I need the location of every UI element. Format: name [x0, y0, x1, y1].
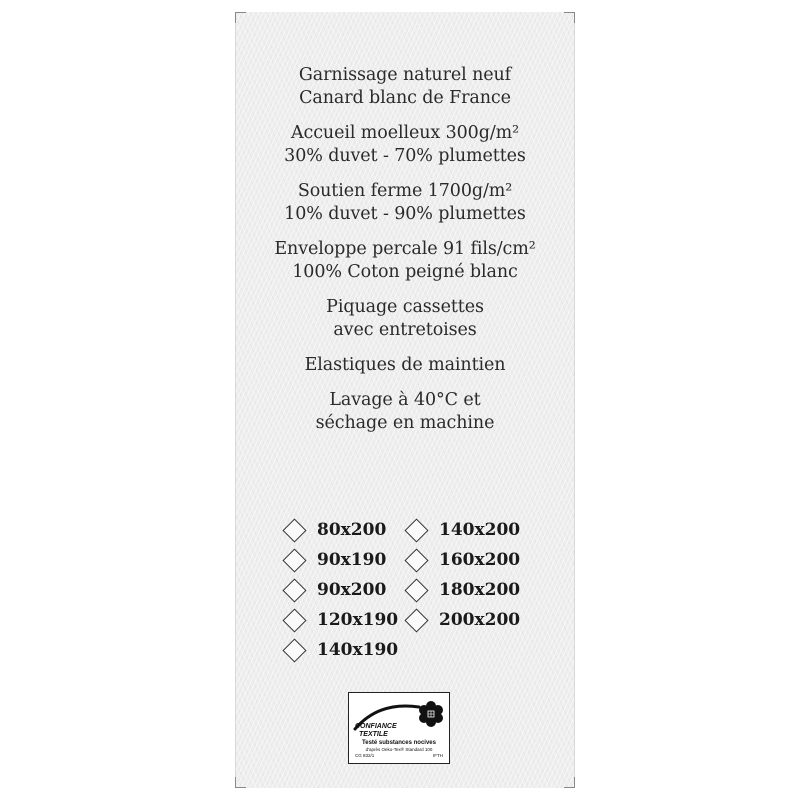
feature-line: Soutien ferme 1700g/m²: [297, 181, 513, 201]
size-label: 140x200: [439, 520, 521, 540]
size-option-90x200[interactable]: [286, 575, 386, 605]
feature-washing: [236, 389, 574, 435]
size-option-160x200[interactable]: [408, 545, 520, 575]
feature-line: 100% Coton peigné blanc: [292, 262, 518, 282]
confiance-textile-logo: [348, 692, 450, 764]
size-option-180x200[interactable]: [408, 575, 520, 605]
logo-title-line2: TEXTILE: [359, 731, 388, 738]
diamond-checkbox-icon[interactable]: [404, 578, 428, 602]
size-label: 140x190: [317, 640, 399, 660]
feature-line: Elastiques de maintien: [304, 355, 506, 375]
diamond-checkbox-icon[interactable]: [404, 608, 428, 632]
size-option-140x190[interactable]: [286, 635, 398, 665]
feature-elastics: [236, 354, 574, 377]
diamond-checkbox-icon[interactable]: [282, 578, 306, 602]
crop-mark-bottom-right: [564, 777, 575, 788]
size-option-80x200[interactable]: [286, 515, 386, 545]
feature-line: Piquage cassettes: [326, 297, 484, 317]
feature-line: Accueil moelleux 300g/m²: [290, 123, 520, 143]
logo-title-line1: CONFIANCE: [355, 723, 397, 730]
size-option-140x200[interactable]: [408, 515, 520, 545]
feature-comfort-layer: [236, 122, 574, 168]
diamond-checkbox-icon[interactable]: [404, 548, 428, 572]
diamond-checkbox-icon[interactable]: [404, 518, 428, 542]
diamond-checkbox-icon[interactable]: [282, 548, 306, 572]
logo-standard: d'après Oeko-Tex® Standard 100: [365, 747, 433, 752]
feature-support-layer: [236, 180, 574, 226]
crop-mark-top-left: [235, 12, 246, 23]
feature-filling: [236, 64, 574, 110]
diamond-checkbox-icon[interactable]: [282, 608, 306, 632]
size-label: 180x200: [439, 580, 521, 600]
size-options: [286, 515, 546, 665]
size-option-90x190[interactable]: [286, 545, 386, 575]
feature-line: Enveloppe percale 91 fils/cm²: [274, 239, 536, 259]
diamond-checkbox-icon[interactable]: [282, 638, 306, 662]
size-label: 80x200: [317, 520, 387, 540]
feature-line: Canard blanc de France: [299, 88, 511, 108]
feature-line: 30% duvet - 70% plumettes: [284, 146, 526, 166]
feature-line: séchage en machine: [315, 413, 495, 433]
feature-line: avec entretoises: [333, 320, 477, 340]
logo-footer-row: [355, 753, 443, 758]
size-label: 90x200: [317, 580, 387, 600]
feature-line: Lavage à 40°C et: [329, 390, 481, 410]
size-label: 90x190: [317, 550, 387, 570]
size-label: 200x200: [439, 610, 521, 630]
logo-code: CG 832/1: [355, 753, 375, 758]
feature-line: 10% duvet - 90% plumettes: [284, 204, 526, 224]
diamond-checkbox-icon[interactable]: [282, 518, 306, 542]
size-option-200x200[interactable]: [408, 605, 520, 635]
size-label: 120x190: [317, 610, 399, 630]
size-label: 160x200: [439, 550, 521, 570]
feature-list: [236, 64, 574, 447]
feature-cover: [236, 238, 574, 284]
feature-line: Garnissage naturel neuf: [298, 65, 512, 85]
crop-mark-top-right: [564, 12, 575, 23]
logo-institute: IFTH: [433, 753, 443, 758]
product-label-card: [235, 12, 575, 788]
size-option-120x190[interactable]: [286, 605, 398, 635]
crop-mark-bottom-left: [235, 777, 246, 788]
logo-tagline: Testé substances nocives: [362, 740, 436, 746]
feature-quilting: [236, 296, 574, 342]
